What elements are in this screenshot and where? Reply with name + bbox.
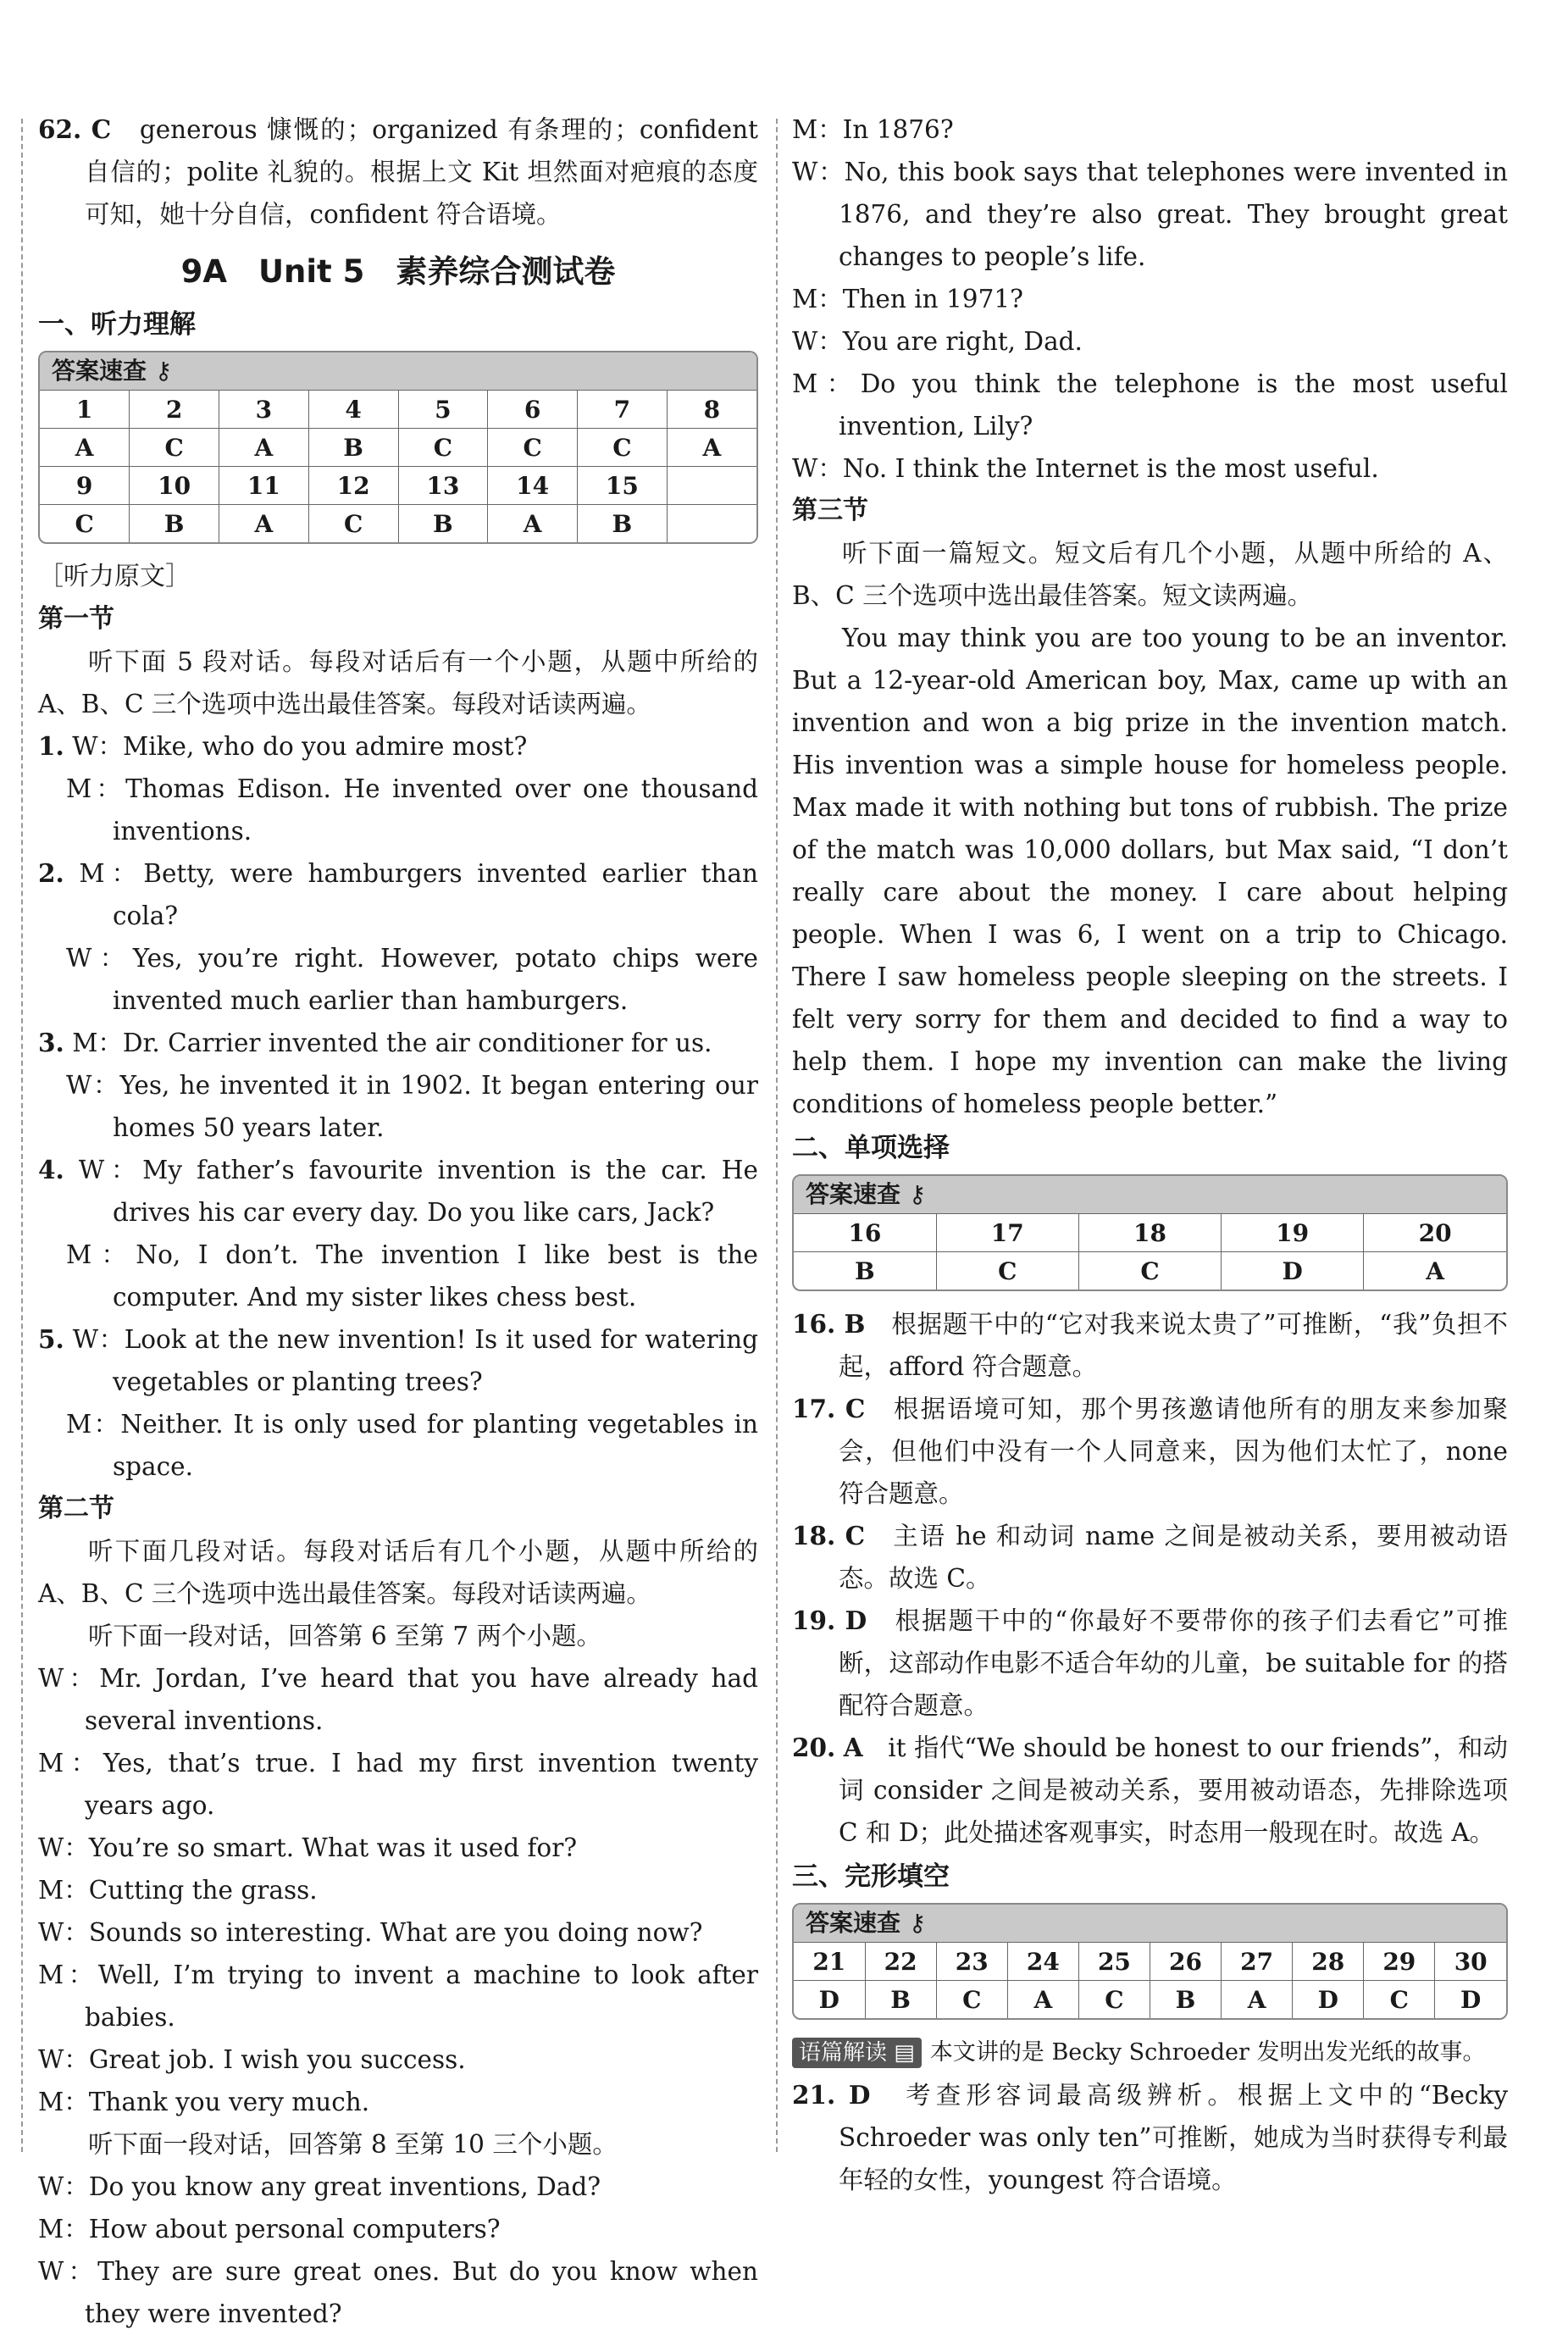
table-cell: 14 bbox=[488, 467, 578, 505]
dialog-line bbox=[792, 278, 1508, 320]
table-cell: C bbox=[1364, 1981, 1435, 2019]
table-cell: C bbox=[936, 1252, 1078, 1290]
utterance: Great job. I wish you success. bbox=[88, 2045, 466, 2074]
table-cell: 5 bbox=[398, 391, 488, 429]
table-cell: D bbox=[794, 1981, 865, 2019]
table-cell: A bbox=[40, 429, 130, 467]
answer-explanation: it 指代“We should be honest to our friends”，和动词 consider 之间是被动关系，要用被动语态，先排除选项 C 和 D；此处描述客观事实，时态用一般现在时。故选 A。 bbox=[839, 1733, 1508, 1847]
utterance: No, I don’t. The invention I like best is the computer. And my sister likes chess best. bbox=[113, 1240, 758, 1312]
speaker: M： bbox=[79, 859, 144, 888]
answer-box-label: 答案速查 bbox=[52, 357, 147, 385]
answer-box-header bbox=[794, 1905, 1506, 1942]
table-cell: C bbox=[40, 505, 130, 543]
question-number: 16. bbox=[792, 1309, 836, 1339]
speaker: M： bbox=[66, 1240, 136, 1269]
question-number: 17. bbox=[792, 1394, 836, 1423]
table-cell: A bbox=[219, 505, 309, 543]
dialog-line bbox=[38, 937, 758, 1022]
dialog-line bbox=[38, 852, 758, 937]
utterance: Mike, who do you admire most? bbox=[123, 732, 528, 761]
table-cell: 27 bbox=[1222, 1943, 1293, 1981]
utterance: Do you think the telephone is the most useful invention, Lily? bbox=[839, 369, 1508, 441]
table-cell: 16 bbox=[794, 1214, 936, 1252]
column-divider bbox=[776, 119, 778, 2152]
table-row bbox=[40, 467, 756, 505]
utterance: They are sure great ones. But do you know when they were invented? bbox=[85, 2257, 758, 2328]
answer-explanation: 根据题干中的“你最好不要带你的孩子们去看它”可推断，这部动作电影不适合年幼的儿童，be suitable for 的搭配符合题意。 bbox=[839, 1606, 1508, 1720]
dialog-line bbox=[38, 1911, 758, 1954]
table-cell: A bbox=[1364, 1252, 1506, 1290]
reading-badge: 语篇解读 ▤ bbox=[792, 2038, 922, 2068]
speaker: W： bbox=[792, 158, 845, 186]
answer-explanation: 考查形容词最高级辨析。根据上文中的“Becky Schroeder was only ten”可推断，她成为当时获得专利最年轻的女性，youngest 符合语境。 bbox=[839, 2081, 1508, 2194]
question-number: 20. bbox=[792, 1733, 836, 1762]
answer-letter: A bbox=[843, 1733, 863, 1762]
utterance: Then in 1971? bbox=[842, 285, 1023, 313]
key-icon: ⚷ bbox=[908, 1180, 927, 1208]
table-cell: A bbox=[1222, 1981, 1293, 2019]
table-cell: 17 bbox=[936, 1214, 1078, 1252]
speaker: M： bbox=[38, 1876, 89, 1905]
dialog-line bbox=[792, 447, 1508, 490]
dialog-line bbox=[38, 1869, 758, 1911]
passage-analysis-text: 本文讲的是 Becky Schroeder 发明出发光纸的故事。 bbox=[929, 2039, 1486, 2066]
conversation-2-continued bbox=[792, 108, 1508, 490]
table-cell: C bbox=[578, 429, 668, 467]
table-cell: 20 bbox=[1364, 1214, 1506, 1252]
table-cell: B bbox=[398, 505, 488, 543]
conversation-1 bbox=[38, 1657, 758, 2123]
book-icon: ▤ bbox=[894, 2040, 915, 2066]
answer-explanation: 主语 he 和动词 name 之间是被动关系，要用被动语态。故选 C。 bbox=[839, 1522, 1508, 1593]
table-cell: C bbox=[1078, 1252, 1221, 1290]
utterance: You’re so smart. What was it used for? bbox=[88, 1833, 578, 1862]
table-cell: 7 bbox=[578, 391, 668, 429]
table-row bbox=[794, 1981, 1506, 2019]
table-row bbox=[40, 505, 756, 543]
table-cell: 24 bbox=[1007, 1943, 1078, 1981]
speaker: W： bbox=[38, 1664, 100, 1693]
question-number: 5. bbox=[38, 1324, 64, 1354]
section-heading-listening: 一、听力理解 bbox=[38, 309, 196, 340]
listening-answer-box bbox=[38, 351, 758, 544]
table-row bbox=[794, 1214, 1506, 1252]
speaker: W： bbox=[38, 1833, 89, 1862]
answer-20 bbox=[792, 1727, 1508, 1854]
speaker: M： bbox=[38, 2215, 89, 2243]
part3-instructions: 听下面一篇短文。短文后有几个小题，从题中所给的 A、B、C 三个选项中选出最佳答案。短文读两遍。 bbox=[792, 539, 1508, 610]
transcript-tag: ［听力原文］ bbox=[38, 562, 191, 591]
table-cell: 12 bbox=[308, 467, 398, 505]
speaker: W： bbox=[792, 327, 843, 356]
table-cell: C bbox=[1078, 1981, 1150, 2019]
dialog-line bbox=[38, 2250, 758, 2335]
dialog-line bbox=[38, 2081, 758, 2123]
table-cell: 22 bbox=[865, 1943, 936, 1981]
key-icon: ⚷ bbox=[154, 357, 173, 385]
utterance: No. I think the Internet is the most useful. bbox=[842, 454, 1379, 483]
utterance: Dr. Carrier invented the air conditioner for us. bbox=[122, 1029, 712, 1057]
single-choice-answer-table bbox=[794, 1213, 1506, 1290]
utterance: Neither. It is only used for planting vegetables in space. bbox=[113, 1410, 758, 1481]
table-row bbox=[794, 1943, 1506, 1981]
part-heading-2: 第二节 bbox=[38, 1494, 114, 1523]
speaker: W： bbox=[72, 1325, 125, 1354]
part2-instructions: 听下面几段对话。每段对话后有几个小题，从题中所给的 A、B、C 三个选项中选出最佳答案。每段对话读两遍。 bbox=[38, 1537, 758, 1608]
speaker: M： bbox=[72, 1029, 123, 1057]
listening-answer-table bbox=[40, 390, 756, 542]
table-cell: A bbox=[219, 429, 309, 467]
table-cell: 10 bbox=[130, 467, 219, 505]
speaker: W： bbox=[38, 1918, 89, 1947]
table-cell: 21 bbox=[794, 1943, 865, 1981]
table-cell: B bbox=[130, 505, 219, 543]
dialog-line bbox=[38, 1318, 758, 1403]
key-icon: ⚷ bbox=[908, 1909, 927, 1937]
section-heading-cloze: 三、完形填空 bbox=[792, 1861, 950, 1892]
table-cell: 19 bbox=[1222, 1214, 1364, 1252]
dialog-line bbox=[38, 2208, 758, 2250]
question-number: 2. bbox=[38, 858, 64, 888]
utterance: You are right, Dad. bbox=[842, 327, 1083, 356]
table-cell: 4 bbox=[308, 391, 398, 429]
table-cell: 18 bbox=[1078, 1214, 1221, 1252]
table-cell bbox=[667, 505, 756, 543]
listening-passage: You may think you are too young to be an inventor. But a 12-year-old American boy, Max, came up with an invention and won a big prize in the invention match. His invention was a simple house for homeless people. Max made it with nothing but tons of rubbish. The prize of the match was 10,000 dollars, but Max said, “I don’t really care about the money. I care about helping people. When I was 6, I went on a trip to Chicago. There I saw homeless people sleeping on the streets. I felt very sorry for them and decided to find a way to help them. I hope my invention can make the living conditions of homeless people better.” bbox=[792, 624, 1508, 1118]
answer-21 bbox=[792, 2074, 1508, 2201]
table-row bbox=[40, 429, 756, 467]
speaker: M： bbox=[38, 2088, 89, 2116]
speaker: M： bbox=[792, 115, 843, 144]
left-column bbox=[38, 108, 758, 2335]
speaker: W： bbox=[38, 2172, 89, 2201]
table-cell: C bbox=[398, 429, 488, 467]
table-cell: 2 bbox=[130, 391, 219, 429]
answer-62 bbox=[38, 108, 758, 236]
dialog-line bbox=[38, 1234, 758, 1318]
answer-box-header bbox=[40, 352, 756, 390]
question-number: 18. bbox=[792, 1521, 836, 1550]
dialog-line bbox=[38, 1403, 758, 1488]
table-row bbox=[40, 391, 756, 429]
dialog-line bbox=[38, 1064, 758, 1149]
utterance: Look at the new invention! Is it used for watering vegetables or planting trees? bbox=[113, 1325, 758, 1396]
table-cell: 28 bbox=[1293, 1943, 1364, 1981]
speaker: M： bbox=[792, 369, 861, 398]
speaker: M： bbox=[38, 1961, 98, 1989]
dialog-line bbox=[38, 725, 758, 768]
table-cell: C bbox=[130, 429, 219, 467]
table-cell: 11 bbox=[219, 467, 309, 505]
section-heading-single-choice: 二、单项选择 bbox=[792, 1133, 950, 1163]
speaker: W： bbox=[66, 944, 133, 973]
speaker: W： bbox=[38, 2045, 89, 2074]
dialog-line bbox=[38, 1022, 758, 1064]
table-cell: D bbox=[1222, 1252, 1364, 1290]
part2-question-6-7: 听下面一段对话，回答第 6 至第 7 两个小题。 bbox=[88, 1622, 602, 1650]
table-cell: 25 bbox=[1078, 1943, 1150, 1981]
dialog-line bbox=[38, 1657, 758, 1742]
speaker: M： bbox=[38, 1749, 103, 1778]
table-cell: C bbox=[936, 1981, 1007, 2019]
table-cell: A bbox=[488, 505, 578, 543]
answer-19 bbox=[792, 1600, 1508, 1727]
part1-instructions: 听下面 5 段对话。每段对话后有一个小题，从题中所给的 A、B、C 三个选项中选出最佳答案。每段对话读两遍。 bbox=[38, 647, 758, 718]
question-number: 21. bbox=[792, 2080, 836, 2110]
answer-explanation: 根据题干中的“它对我来说太贵了”可推断，“我”负担不起，afford 符合题意。 bbox=[839, 1310, 1508, 1381]
table-cell: B bbox=[794, 1252, 936, 1290]
utterance: Thomas Edison. He invented over one thousand inventions. bbox=[113, 774, 758, 846]
utterance: Yes, you’re right. However, potato chips were invented much earlier than hamburgers. bbox=[113, 944, 758, 1015]
conversation-2 bbox=[38, 2166, 758, 2335]
utterance: Yes, that’s true. I had my first invention twenty years ago. bbox=[85, 1749, 758, 1820]
dialog-line bbox=[38, 1954, 758, 2038]
table-cell: 9 bbox=[40, 467, 130, 505]
answer-letter: C bbox=[91, 114, 112, 144]
table-cell: B bbox=[1150, 1981, 1221, 2019]
table-cell: 6 bbox=[488, 391, 578, 429]
speaker: M： bbox=[792, 285, 843, 313]
dialog-line bbox=[792, 320, 1508, 363]
dialog-line bbox=[38, 1742, 758, 1827]
table-cell: B bbox=[865, 1981, 936, 2019]
question-number: 3. bbox=[38, 1028, 64, 1057]
answer-letter: D bbox=[845, 1606, 867, 1635]
single-choice-answer-box bbox=[792, 1174, 1508, 1291]
dialog-line bbox=[792, 151, 1508, 278]
question-number: 62. bbox=[38, 114, 82, 144]
speaker: W： bbox=[78, 1156, 143, 1184]
dialog-line bbox=[38, 1149, 758, 1234]
cloze-answer-table bbox=[794, 1942, 1506, 2018]
question-number: 19. bbox=[792, 1606, 836, 1635]
part-heading-1: 第一节 bbox=[38, 604, 114, 634]
speaker: W： bbox=[72, 732, 124, 761]
table-cell: A bbox=[1007, 1981, 1078, 2019]
table-cell: 15 bbox=[578, 467, 668, 505]
table-cell: A bbox=[667, 429, 756, 467]
table-cell: 26 bbox=[1150, 1943, 1221, 1981]
utterance: No, this book says that telephones were invented in 1876, and they’re also great. They brought great changes to people’s life. bbox=[839, 158, 1508, 271]
table-cell: C bbox=[308, 505, 398, 543]
answer-letter: D bbox=[848, 2080, 871, 2110]
table-cell: 13 bbox=[398, 467, 488, 505]
dialog-line bbox=[792, 108, 1508, 151]
dialog-line bbox=[38, 768, 758, 852]
table-cell: B bbox=[308, 429, 398, 467]
part2-question-8-10: 听下面一段对话，回答第 8 至第 10 三个小题。 bbox=[88, 2130, 618, 2159]
answer-explanation: generous 慷慨的；organized 有条理的；confident 自信的；polite 礼貌的。根据上文 Kit 坦然面对疤痕的态度可知，她十分自信，confident 符合语境。 bbox=[85, 115, 758, 229]
utterance: Well, I’m trying to invent a machine to look after babies. bbox=[85, 1961, 758, 2032]
answer-16 bbox=[792, 1303, 1508, 1388]
table-cell: 29 bbox=[1364, 1943, 1435, 1981]
table-cell: 30 bbox=[1435, 1943, 1506, 1981]
utterance: In 1876? bbox=[842, 115, 954, 144]
table-cell: 8 bbox=[667, 391, 756, 429]
dialog-line bbox=[38, 1827, 758, 1869]
table-cell: D bbox=[1293, 1981, 1364, 2019]
answer-letter: B bbox=[844, 1309, 866, 1339]
dialog-line bbox=[38, 2166, 758, 2208]
question-number: 1. bbox=[38, 731, 64, 761]
answer-18 bbox=[792, 1515, 1508, 1600]
answer-box-label: 答案速查 bbox=[806, 1909, 901, 1937]
table-row bbox=[794, 1252, 1506, 1290]
utterance: Thank you very much. bbox=[88, 2088, 370, 2116]
speaker: W： bbox=[38, 2257, 98, 2286]
question-number: 4. bbox=[38, 1155, 64, 1184]
dialog-line bbox=[792, 363, 1508, 447]
page-title: 9A Unit 5 素养综合测试卷 bbox=[180, 253, 616, 290]
cloze-answer-box bbox=[792, 1903, 1508, 2020]
speaker: W： bbox=[66, 1071, 120, 1100]
utterance: Mr. Jordan, I’ve heard that you have already had several inventions. bbox=[85, 1664, 758, 1735]
table-cell: 3 bbox=[219, 391, 309, 429]
answer-explanation: 根据语境可知，那个男孩邀请他所有的朋友来参加聚会，但他们中没有一个人同意来，因为他们太忙了，none 符合题意。 bbox=[839, 1395, 1508, 1508]
table-cell: 1 bbox=[40, 391, 130, 429]
speaker: W： bbox=[792, 454, 843, 483]
answer-box-label: 答案速查 bbox=[806, 1180, 901, 1208]
answer-17 bbox=[792, 1388, 1508, 1515]
utterance: Sounds so interesting. What are you doing now? bbox=[88, 1918, 703, 1947]
table-cell: C bbox=[488, 429, 578, 467]
utterance: Betty, were hamburgers invented earlier than cola? bbox=[113, 859, 758, 930]
table-cell: D bbox=[1435, 1981, 1506, 2019]
utterance: Do you know any great inventions, Dad? bbox=[88, 2172, 601, 2201]
passage-analysis bbox=[792, 2032, 1508, 2074]
answer-letter: C bbox=[845, 1394, 866, 1423]
right-column bbox=[792, 108, 1508, 2201]
answer-letter: C bbox=[845, 1521, 866, 1550]
utterance: Yes, he invented it in 1902. It began entering our homes 50 years later. bbox=[113, 1071, 758, 1142]
utterance: My father’s favourite invention is the car. He drives his car every day. Do you like cars, Jack? bbox=[113, 1156, 758, 1227]
utterance: Cutting the grass. bbox=[88, 1876, 318, 1905]
speaker: M： bbox=[66, 1410, 121, 1439]
speaker: M： bbox=[66, 774, 126, 803]
left-margin-line bbox=[21, 119, 23, 2152]
table-cell: B bbox=[578, 505, 668, 543]
utterance: How about personal computers? bbox=[88, 2215, 501, 2243]
answer-box-header bbox=[794, 1176, 1506, 1213]
dialog-list bbox=[38, 725, 758, 1488]
table-cell: 23 bbox=[936, 1943, 1007, 1981]
single-choice-explanations bbox=[792, 1303, 1508, 1854]
table-cell bbox=[667, 467, 756, 505]
part-heading-3: 第三节 bbox=[792, 496, 868, 525]
dialog-line bbox=[38, 2038, 758, 2081]
